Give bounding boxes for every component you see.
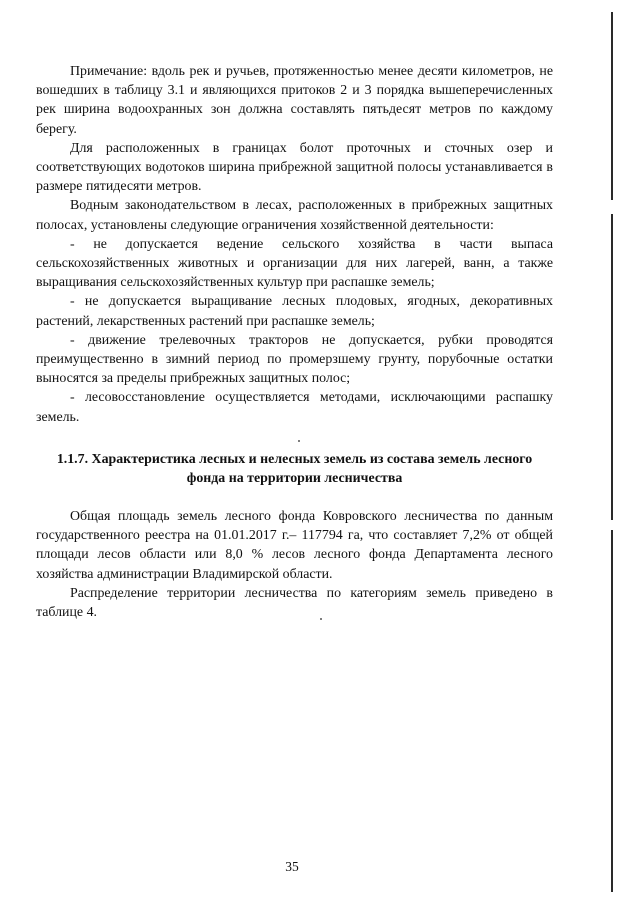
page-number: 35 (285, 859, 299, 874)
scan-speck (298, 440, 300, 442)
scan-edge-gap (611, 520, 613, 530)
body-text-bottom (36, 507, 553, 622)
scan-edge-gap (611, 200, 613, 214)
list-item-tractors: - движение трелевочных тракторов не допускается, рубки проводятся преимущественно в зимний период по промерзшему грунту, порубочные остатки выносятся за пределы прибрежных защитных полос; (36, 332, 553, 387)
paragraph-distribution: Распределение территории лесничества по категориям земель приведено в таблице 4. (36, 585, 553, 621)
paragraph-bogs: Для расположенных в границах болот проточных и сточных озер и соответствующих водотоков ширина прибрежной защитной полосы устанавливается в размере пятидесяти метров. (36, 140, 553, 195)
body-text-top (36, 62, 553, 427)
scan-edge-line (611, 12, 613, 892)
list-item-reforestation: - лесовосстановление осуществляется методами, исключающими распашку земель. (36, 390, 553, 425)
paragraph-note: Примечание: вдоль рек и ручьев, протяженностью менее десяти километров, не вошедших в таблицу 3.1 и являющихся притоков 2 и 3 порядка вышеперечисленных рек ширина водоохранных зон должна составлять пятьдесят метров по каждому берегу. (36, 64, 553, 137)
paragraph-water-law: Водным законодательством в лесах, расположенных в прибрежных защитных полосах, установлены следующие ограничения хозяйственной деятельности: (36, 198, 553, 233)
section-heading: 1.1.7. Характеристика лесных и нелесных земель из состава земель лесного фонда на территории лесничества (56, 452, 533, 487)
paragraph-total-area: Общая площадь земель лесного фонда Ковровского лесничества по данным государственного реестра на 01.01.2017 г.– 117794 га, что составляет 7,2% от общей площади лесов области или 8,0 % лесов лесного фонда Департамента лесного хозяйства администрации Владимирской области. (36, 509, 553, 582)
scan-speck (320, 618, 322, 620)
list-item-agriculture: - не допускается ведение сельского хозяйства в части выпаса сельскохозяйственных животных и организации для них лагерей, ванн, а также выращивания сельскохозяйственных культур при распашке земель; (36, 236, 553, 291)
list-item-plants: - не допускается выращивание лесных плодовых, ягодных, декоративных растений, лекарственных растений при распашке земель; (36, 294, 553, 329)
